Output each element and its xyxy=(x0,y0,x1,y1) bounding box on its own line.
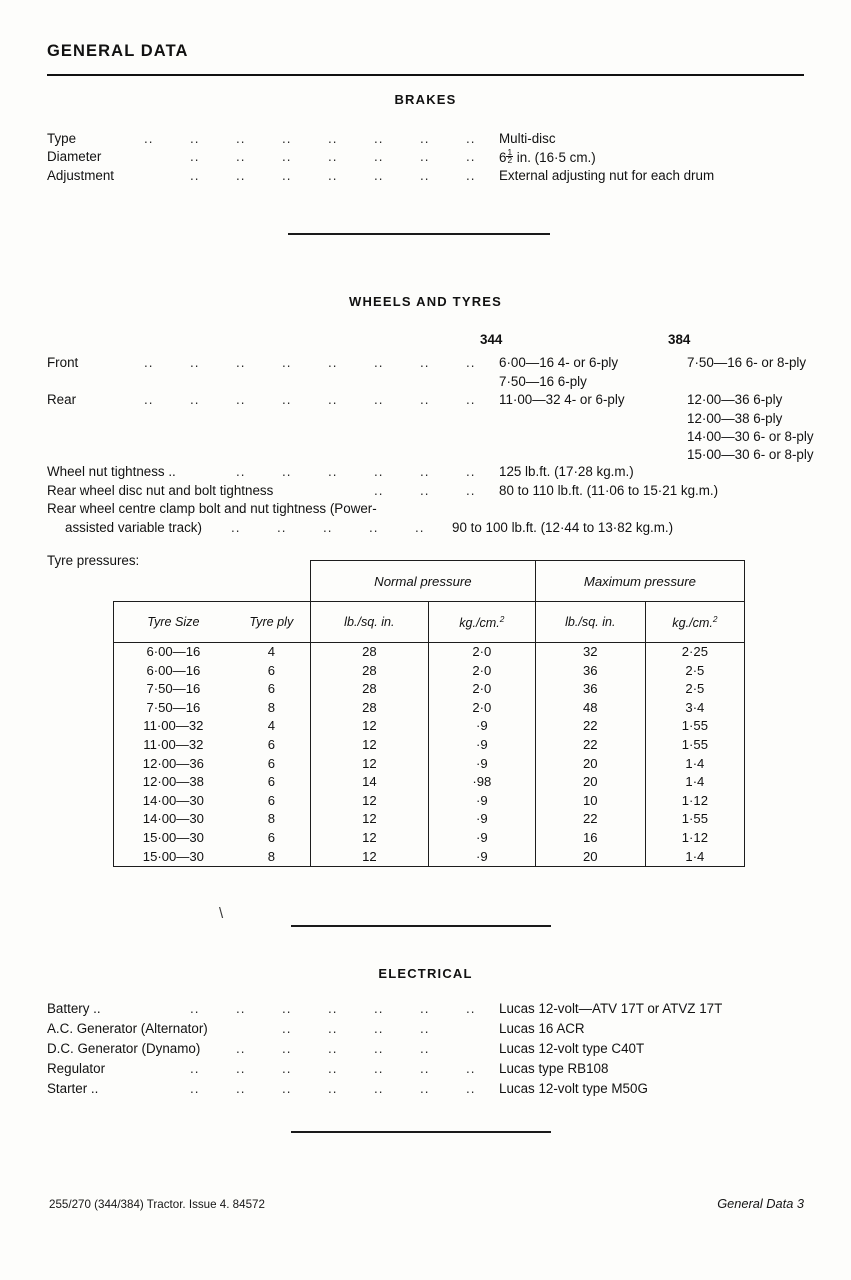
section-divider-2 xyxy=(291,925,551,927)
spec-label: Adjustment xyxy=(47,168,114,183)
column-header-normal-kg: kg./cm.$^2$ xyxy=(428,602,535,643)
table-cell: 36 xyxy=(535,680,645,699)
spec-value: Lucas 16 ACR xyxy=(499,1021,585,1036)
spec-value: 6 $\frac{1}{2}$ in. (16·5 cm.) xyxy=(499,147,596,165)
spec-label: Regulator xyxy=(47,1061,106,1076)
table-cell: 6 xyxy=(267,774,275,790)
table-cell: ·9 xyxy=(428,755,535,774)
table-cell: 6·00—16 xyxy=(114,662,233,681)
table-cell: 12 xyxy=(310,810,428,829)
spec-label: D.C. Generator (Dynamo) xyxy=(47,1041,201,1056)
table-cell: 12 xyxy=(310,736,428,755)
table-cell: 6 xyxy=(267,736,275,752)
spec-value: Multi-disc xyxy=(499,131,556,146)
footer-right: General Data 3 xyxy=(717,1196,804,1211)
scan-artefact-mark: \ xyxy=(219,905,224,922)
page-title: GENERAL DATA xyxy=(47,42,189,60)
table-row xyxy=(114,773,745,792)
table-cell: 4 xyxy=(267,718,275,734)
table-cell: 22 xyxy=(535,810,645,829)
section-divider-1 xyxy=(288,233,550,235)
spec-label: Rear wheel disc nut and bolt tightness xyxy=(47,483,274,498)
column-caption-344: 344 xyxy=(480,332,503,347)
spec-label: Rear wheel centre clamp bolt and nut tightness (Power- xyxy=(47,501,377,516)
table-row xyxy=(114,699,745,718)
group-header-spacer xyxy=(114,561,233,602)
spec-value: 90 to 100 lb.ft. (12·44 to 13·82 kg.m.) xyxy=(452,520,674,535)
table-cell: 12 xyxy=(310,829,428,848)
table-cell: 7·50—16 xyxy=(114,699,233,718)
table-cell: 1·12 xyxy=(645,792,744,811)
table-cell: 8 xyxy=(233,848,311,867)
table-cell: ·9 xyxy=(428,829,535,848)
table-cell: 12 xyxy=(310,717,428,736)
spec-label: assisted variable track) xyxy=(65,520,202,535)
spec-value-344: 6·00—16 4- or 6-ply xyxy=(499,355,619,370)
column-header-tyre-size: Tyre Size xyxy=(114,602,233,643)
table-row xyxy=(114,643,745,662)
table-cell: 11·00—32 xyxy=(114,736,233,755)
table-header-row xyxy=(114,602,745,643)
spec-label: Battery .. xyxy=(47,1001,101,1016)
spec-label: Starter .. xyxy=(47,1081,99,1096)
spec-label: Diameter xyxy=(47,149,102,164)
group-header-normal-pressure: Normal pressure xyxy=(310,561,535,602)
spec-value: Lucas 12-volt type M50G xyxy=(499,1081,648,1096)
table-cell: 3·4 xyxy=(645,699,744,718)
table-row xyxy=(114,662,745,681)
table-cell: 12 xyxy=(310,848,428,867)
table-cell: 28 xyxy=(310,643,428,662)
table-cell: ·98 xyxy=(428,773,535,792)
spec-value: 80 to 110 lb.ft. (11·06 to 15·21 kg.m.) xyxy=(499,483,719,498)
table-cell: 32 xyxy=(535,643,645,662)
table-row xyxy=(114,810,745,829)
table-cell: 28 xyxy=(310,680,428,699)
table-cell: 48 xyxy=(535,699,645,718)
spec-label: Wheel nut tightness .. xyxy=(47,464,176,479)
table-cell: 2·0 xyxy=(428,680,535,699)
table-cell: 6 xyxy=(267,662,275,678)
table-cell: 12·00—38 xyxy=(114,773,233,792)
table-cell: 20 xyxy=(535,755,645,774)
section-title-brakes: BRAKES xyxy=(394,92,457,107)
table-cell: 20 xyxy=(535,773,645,792)
header-rule xyxy=(47,74,804,76)
spec-value-384: 7·50—16 6- or 8-ply xyxy=(687,355,807,370)
table-cell: 12·00—36 xyxy=(114,755,233,774)
table-row xyxy=(114,792,745,811)
column-header-maximum-lb: lb./sq. in. xyxy=(535,602,645,643)
column-header-tyre-ply: Tyre ply xyxy=(233,602,311,643)
table-cell: 1·12 xyxy=(645,829,744,848)
table-cell: 22 xyxy=(535,717,645,736)
column-header-maximum-kg: kg./cm.$^2$ xyxy=(645,602,744,643)
table-cell: 8 xyxy=(267,811,275,827)
table-cell: 6 xyxy=(267,792,275,808)
table-cell: ·9 xyxy=(428,717,535,736)
section-title-wheels-and-tyres: WHEELS AND TYRES xyxy=(348,294,503,309)
table-row xyxy=(114,736,745,755)
table-cell: 2·0 xyxy=(428,699,535,718)
spec-value-384: 12·00—36 6-ply xyxy=(687,392,783,407)
table-cell: 12 xyxy=(310,792,428,811)
table-cell: 36 xyxy=(535,662,645,681)
section-title-electrical: ELECTRICAL xyxy=(378,966,473,981)
table-group-header-row xyxy=(114,561,745,602)
column-caption-384: 384 xyxy=(668,332,691,347)
table-head xyxy=(114,561,745,643)
group-header-maximum-pressure: Maximum pressure xyxy=(535,561,744,602)
section-divider-3 xyxy=(291,1131,551,1133)
spec-value-384: 12·00—38 6-ply xyxy=(687,411,783,426)
table-row xyxy=(114,848,745,867)
table-row xyxy=(114,680,745,699)
spec-label: A.C. Generator (Alternator) xyxy=(47,1021,208,1036)
table-cell: 14 xyxy=(310,773,428,792)
spec-value-384: 14·00—30 6- or 8-ply xyxy=(687,429,814,444)
spec-label: Type xyxy=(47,131,77,146)
table-cell: 6·00—16 xyxy=(114,643,233,662)
table-cell: ·9 xyxy=(428,792,535,811)
table-cell: 1·55 xyxy=(645,810,744,829)
table-cell: 20 xyxy=(535,848,645,867)
table-cell: 2·0 xyxy=(428,662,535,681)
spec-label: Rear xyxy=(47,392,77,407)
table-cell: 2·25 xyxy=(645,643,744,662)
table-cell: 7·50—16 xyxy=(114,680,233,699)
table-cell: 1·55 xyxy=(645,736,744,755)
tyre-pressures-table xyxy=(113,560,745,867)
table-cell: 22 xyxy=(535,736,645,755)
table-cell: 2·5 xyxy=(645,680,744,699)
table-cell: 14·00—30 xyxy=(114,792,233,811)
spec-label: Front xyxy=(47,355,79,370)
table-cell: 15·00—30 xyxy=(114,829,233,848)
table-cell: 11·00—32 xyxy=(114,717,233,736)
table-row xyxy=(114,829,745,848)
table-cell: 8 xyxy=(267,699,275,715)
spec-value: Lucas 12-volt—ATV 17T or ATVZ 17T xyxy=(499,1001,723,1016)
table-row xyxy=(114,755,745,774)
table-cell: ·9 xyxy=(428,810,535,829)
column-header-normal-lb: lb./sq. in. xyxy=(310,602,428,643)
table-cell: 6 xyxy=(267,755,275,771)
footer-left: 255/270 (344/384) Tractor. Issue 4. 84572 xyxy=(49,1198,265,1211)
spec-value: External adjusting nut for each drum xyxy=(499,168,715,183)
table-cell: 15·00—30 xyxy=(114,848,233,867)
table-cell: 28 xyxy=(310,699,428,718)
table-cell: 6 xyxy=(267,681,275,697)
tyre-pressures-caption: Tyre pressures: xyxy=(47,553,140,568)
spec-value-384: 15·00—30 6- or 8-ply xyxy=(687,447,814,462)
table-cell: 1·4 xyxy=(645,755,744,774)
table-cell: 1·4 xyxy=(645,848,744,867)
spec-value-344: 11·00—32 4- or 6-ply xyxy=(499,392,625,407)
table-cell: 4 xyxy=(267,644,275,659)
table-cell: 16 xyxy=(535,829,645,848)
table-cell: 1·55 xyxy=(645,717,744,736)
table-cell: 1·4 xyxy=(645,773,744,792)
table-cell: 28 xyxy=(310,662,428,681)
table-cell: ·9 xyxy=(428,848,535,867)
table-cell: 2·0 xyxy=(428,643,535,662)
table-cell: 14·00—30 xyxy=(114,810,233,829)
tyre-pressures-table-wrap xyxy=(113,560,745,867)
spec-value: Lucas type RB108 xyxy=(499,1061,609,1076)
table-body xyxy=(114,643,745,867)
group-header-spacer xyxy=(233,561,311,602)
spec-value-344: 7·50—16 6-ply xyxy=(499,374,587,389)
spec-value: 125 lb.ft. (17·28 kg.m.) xyxy=(499,464,634,479)
table-cell: 6 xyxy=(267,829,275,845)
table-cell: ·9 xyxy=(428,736,535,755)
table-cell: 12 xyxy=(310,755,428,774)
table-row xyxy=(114,717,745,736)
table-cell: 10 xyxy=(535,792,645,811)
spec-value: Lucas 12-volt type C40T xyxy=(499,1041,645,1056)
document-page: GENERAL DATA BRAKES Type .. .. .. .. .. .. .. .. Multi-disc Diameter .. .. .. .. .. .. .. 6 $\frac{1}{2}$ in. (16·5 cm.) Adjustment .. .. .. .. .. .. .. External adjusting nut for each drum WHEELS AND TYRES 344 384 Front .. .. .. .. .. .. .. .. 6·00—16 4- or 6-ply 7·50—16 6- or 8-ply 7·50—16 6-ply Rear .. .. .. .. .. .. .. .. 11·00—32 4- or 6-ply 12·00—36 6-ply 12·00—38 6-ply 14·00—30 6- or 8-ply 15·00—30 6- or 8-ply Wheel nut tightness .. .. .. .. .. .. .. 125 lb.ft. (17·28 kg.m.) Rear wheel disc nut and bolt tightness .. .. .. 80 to 110 lb.ft. (11·06 to 15·21 kg.m.) Rear wheel centre clamp bolt and nut tightness (Power- assisted variable track) .. .. .. .. .. 90 to 100 lb.ft. (12·44 to 13·82 kg.m.) Tyre pressures: Normal pressure Maximum pressure Tyre Size Tyre ply lb./sq. in. kg./cm.$^2$ lb./sq. in. kg./cm.$^2$ 6·00—16 4 28 2·0 32 2·25 6·00—16 6 28 2·0 36 2·5 7·50—16 6 28 2·0 36 2·5 7·50—16 8 28 2·0 48 3·4 11·00—32 4 12 ·9 22 1·55 11·00—32 6 12 ·9 22 1·55 12·00—36 6 12 ·9 20 1·4 12·00—38 6 14 ·98 20 1·4 14·00—30 6 12 ·9 10 1·12 14·00—30 8 12 ·9 22 1·55 15·00—30 6 12 ·9 16 1·12 15·00—30 8 12 ·9 20 1·4 \ ELECTRICAL Battery .. .. .. .. .. .. .. .. Lucas 12-volt—ATV 17T or ATVZ 17T A.C. Generator (Alternator) .. .. .. .. Lucas 16 ACR D.C. Generator (Dynamo) .. .. .. .. .. Lucas 12-volt type C40T Regulator .. .. .. .. .. .. .. Lucas type RB108 Starter .. .. .. .. .. .. .. .. Lucas 12-volt type M50G 255/270 (344/384) Tractor. Issue 4. 84572 General Data 3 xyxy=(0,0,851,1280)
table-cell: 2·5 xyxy=(645,662,744,681)
